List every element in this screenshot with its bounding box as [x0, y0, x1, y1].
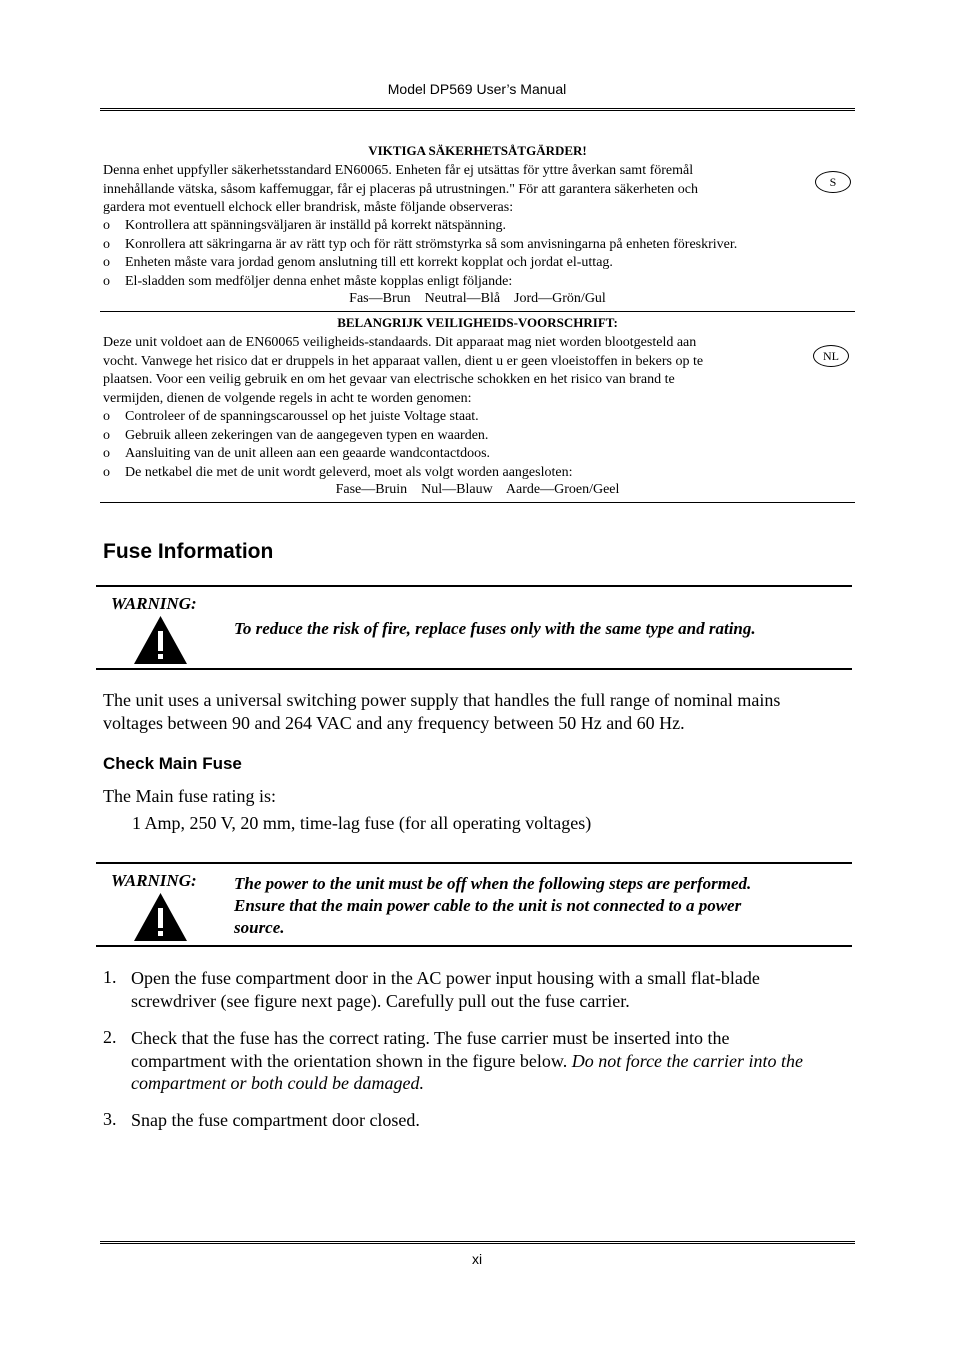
swedish-bullet	[103, 254, 843, 273]
dutch-line: plaatsen. Voor een veilig gebruik en om het gevaar van electrische schokken en het risico van brand te	[103, 372, 675, 387]
step-line	[131, 1050, 861, 1073]
bullet-text: Kontrollera att spänningsväljaren är inställd på korrekt nätspänning.	[125, 218, 507, 233]
bullet-marker: o	[103, 427, 110, 443]
bullet-marker: o	[103, 236, 110, 252]
warning-text: To reduce the risk of fire, replace fuses only with the same type and rating.	[234, 619, 756, 638]
dutch-line: vermijden, dienen de volgende regels in acht te worden genomen:	[103, 390, 472, 406]
intro-line: The unit uses a universal switching power supply that handles the full range of nominal mains	[103, 690, 781, 710]
warning-rule-top	[96, 862, 852, 864]
bullet-text: De netkabel die met de unit wordt geleverd, moet als volgt worden aangesloten:	[125, 464, 573, 480]
dutch-intro	[103, 334, 813, 408]
step-text	[131, 1027, 861, 1095]
page-number: xi	[471, 1251, 483, 1267]
bullet-marker: o	[103, 273, 110, 289]
header-rule	[100, 108, 855, 111]
warning-rule-bottom	[96, 945, 852, 947]
footer-rule	[100, 1241, 855, 1244]
rating-label: The Main fuse rating is:	[103, 786, 276, 806]
bullet-marker: o	[103, 409, 110, 424]
bullet-text: Enheten måste vara jordad genom anslutning till ett korrekt kopplat och jordat el-uttag.	[125, 255, 613, 270]
dutch-bullet	[103, 464, 843, 483]
step-line: Check that the fuse has the correct rating. The fuse carrier must be inserted into the	[131, 1028, 730, 1048]
step-number: 3.	[103, 1109, 117, 1129]
subsection-heading: Check Main Fuse	[103, 754, 242, 773]
bullet-text: El-sladden som medföljer denna enhet måste kopplas enligt följande:	[125, 273, 513, 289]
swedish-title: VIKTIGA SÄKERHETSÅTGÄRDER!	[368, 143, 587, 158]
step-number: 2.	[103, 1027, 117, 1047]
step-line: screwdriver (see figure next page). Carefully pull out the fuse carrier.	[131, 990, 630, 1011]
section-heading: Fuse Information	[103, 540, 274, 563]
warning-rule-bottom	[96, 668, 852, 670]
intro-line: voltages between 90 and 264 VAC and any frequency between 50 Hz and 60 Hz.	[103, 712, 685, 733]
bullet-marker: o	[103, 446, 110, 461]
warning-line: Ensure that the main power cable to the unit is not connected to a power	[234, 896, 742, 915]
rating-value: 1 Amp, 250 V, 20 mm, time-lag fuse (for all operating voltages)	[132, 813, 592, 833]
step-number: 1.	[103, 967, 117, 987]
warning-text	[234, 873, 844, 939]
running-header: Model DP569 User’s Manual	[387, 81, 567, 97]
language-badge-nl: NL	[813, 345, 849, 367]
swedish-line: innehållande vätska, såsom kaffemuggar, får ej placeras på utrustningen." För att garantera säkerheten och	[103, 181, 698, 197]
swedish-line: Denna enhet uppfyller säkerhetsstandard EN60065. Enheten får ej utsättas för yttre åverkan samt föremål	[103, 163, 694, 178]
warning-label: WARNING:	[111, 594, 197, 613]
step-line	[131, 1072, 861, 1095]
step-line-normal: compartment with the orientation shown in the figure below.	[131, 1050, 572, 1071]
dutch-bullet	[103, 408, 843, 427]
dutch-title: BELANGRIJK VEILIGHEIDS-VOORSCHRIFT:	[337, 315, 618, 330]
dutch-bullet	[103, 445, 843, 464]
swedish-bullet	[103, 273, 843, 292]
step-line: Snap the fuse compartment door closed.	[131, 1110, 420, 1130]
swedish-wiring: Fas—Brun Neutral—Blå Jord—Grön/Gul	[349, 291, 606, 306]
intro-paragraph	[103, 689, 863, 734]
bullet-marker: o	[103, 218, 110, 233]
swedish-line: gardera mot eventuell elchock eller brandrisk, måste följande observeras:	[103, 200, 514, 215]
step-text	[131, 1109, 861, 1132]
step-line-emphasis: compartment or both could be damaged.	[131, 1073, 424, 1093]
swedish-intro	[103, 162, 803, 218]
section-divider	[100, 311, 855, 312]
step-line-emphasis: Do not force the carrier into the	[571, 1050, 804, 1071]
warning-line: source.	[234, 918, 285, 937]
language-badge-s: S	[815, 171, 851, 193]
swedish-bullet	[103, 236, 843, 255]
dutch-line: Deze unit voldoet aan de EN60065 veiligheids-standaards. Dit apparaat mag niet worden blootgesteld aan	[103, 335, 697, 350]
bullet-text: Controleer of de spanningscaroussel op het juiste Voltage staat.	[125, 409, 479, 424]
section-divider	[100, 502, 855, 503]
warning-line: The power to the unit must be off when the following steps are performed.	[234, 874, 752, 893]
step-line: Open the fuse compartment door in the AC power input housing with a small flat-blade	[131, 968, 760, 988]
dutch-wiring: Fase—Bruin Nul—Blauw Aarde—Groen/Geel	[335, 482, 620, 497]
warning-label: WARNING:	[111, 871, 197, 890]
warning-triangle-icon	[132, 614, 189, 666]
bullet-marker: o	[103, 464, 110, 480]
dutch-line: vocht. Vanwege het risico dat er druppels in het apparaat vallen, dient u er geen vloeistoffen in bekers op te	[103, 353, 704, 369]
dutch-bullet	[103, 427, 843, 446]
bullet-text: Gebruik alleen zekeringen van de aangegeven typen en waarden.	[125, 427, 489, 443]
warning-triangle-icon	[132, 891, 189, 943]
bullet-text: Aansluiting van de unit alleen aan een geaarde wandcontactdoos.	[125, 446, 491, 461]
bullet-text: Konrollera att säkringarna är av rätt typ och för rätt strömstyrka så som anvisningarna på enheten föreskriver.	[125, 236, 738, 252]
bullet-marker: o	[103, 255, 110, 270]
swedish-bullet	[103, 217, 843, 236]
step-text	[131, 967, 861, 1012]
warning-rule-top	[96, 585, 852, 587]
